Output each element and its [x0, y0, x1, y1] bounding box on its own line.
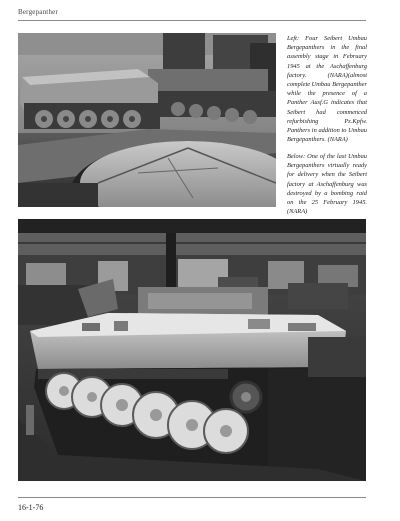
footer-divider [18, 497, 366, 498]
photo-factory-assembly [18, 33, 276, 207]
caption-bottom-photo: Below: One of the last Umbau Bergepanthers virtually ready for delivery when the Seibert factory at Aschaffenburg was destroyed by a bombing raid on the 25 February 1945. (NARA) [287, 153, 367, 216]
photo-bombed-factory-vehicle [18, 219, 366, 481]
running-header: Bergepanther [18, 8, 58, 16]
caption-top-photo: Left: Four Seibert Umbau Bergepanthers in the final assembly stage in February 1945 at the Aschaffenburg factory. (NARA)(almost complete Umbau Bergepanther while the presence of a Panther Ausf.G indicates that Seibert had commenced refurbishing Pz.Kpfw. Panthers in addition to Umbau Bergepanthers. (NARA) [287, 35, 367, 144]
page-number: 16-1-76 [18, 503, 44, 512]
header-divider [18, 20, 366, 21]
